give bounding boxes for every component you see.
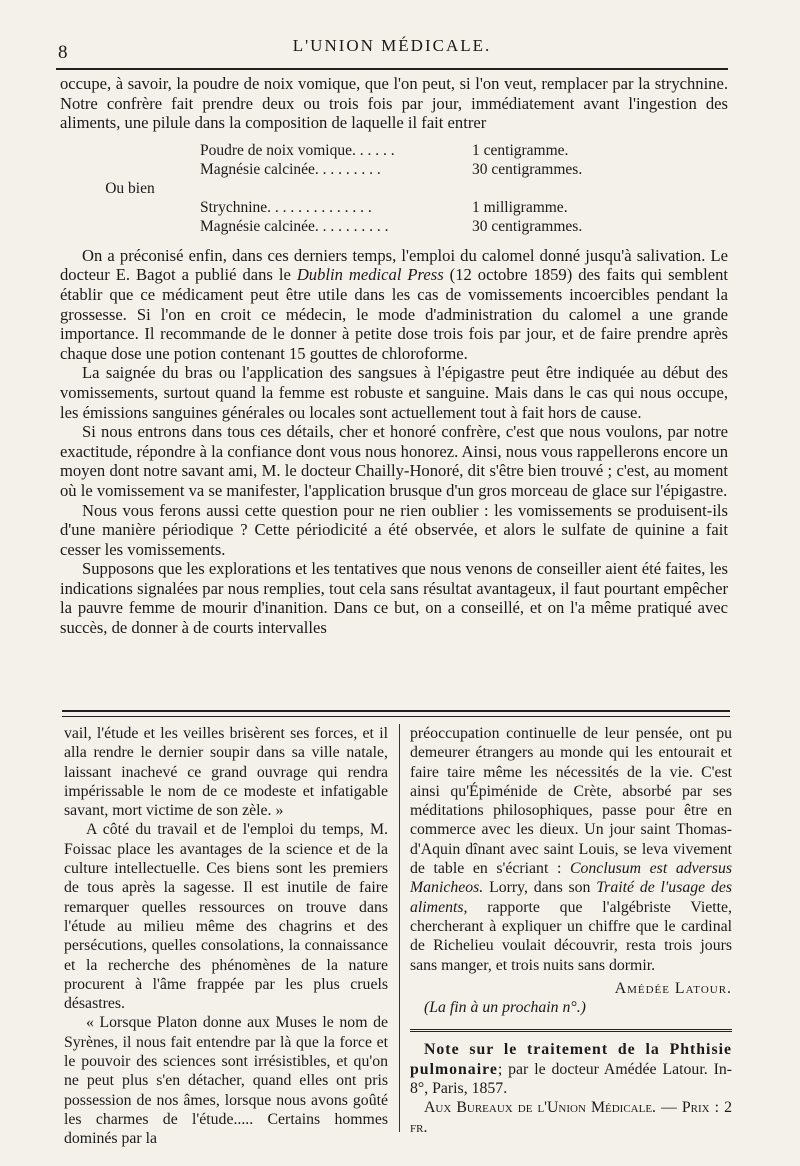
formula-ingredient: Magnésie calcinée. . . . . . . . . . — [200, 217, 389, 235]
paragraph: « Lorsque Platon donne aux Muses le nom de Syrènes, il nous fait entendre par là que la force et le pouvoir des sciences sont irrésistibles, et qu'on ne peut plus s'en détacher, quand elles ont pris possession de nos âmes, lorsque nous avons goûté les charmes de l'étude..... Certains hommes dominés par la — [64, 1014, 388, 1148]
header-rule — [56, 68, 728, 70]
prescription-formula — [60, 141, 728, 236]
paragraph: vail, l'étude et les veilles brisèrent ses forces, et il alla rendre le dernier soupir dans sa ville natale, laissant inachevé ce grand ouvrage qui rendra impérissable le nom de ce modeste et infatigable savant, mort victime de son zèle. » — [64, 725, 388, 820]
feuilleton-left-column — [64, 724, 388, 1149]
section-divider — [62, 710, 730, 717]
formula-preface — [60, 141, 200, 160]
formula-ingredient: Magnésie calcinée. . . . . . . . . — [200, 160, 381, 178]
formula-quantity — [472, 179, 728, 198]
main-article — [60, 74, 728, 638]
formula-ingredient — [200, 179, 472, 198]
journal-name: Dublin medical Press — [296, 265, 444, 285]
formula-preface: Ou bien — [105, 179, 155, 197]
feuilleton-right-column — [410, 724, 732, 1137]
continuation-note: (La fin à un prochain n°.) — [424, 999, 586, 1017]
paragraph: Si nous entrons dans tous ces détails, cher et honoré confrère, c'est que nous voulons, par notre exactitude, répondre à la confiance dont vous nous honorez. Ainsi, nous vous rappellerons encore un moyen dont notre savant ami, M. le docteur Chailly-Honoré, dit s'être bien trouvé ; c'est, au moment où le vomissement va se manifester, l'application brusque d'un gros morceau de glace sur l'épigastre. — [60, 422, 728, 500]
book-notice — [410, 1040, 732, 1136]
formula-row — [60, 141, 728, 160]
formula-row — [60, 179, 728, 198]
formula-row — [60, 160, 728, 179]
formula-row — [60, 217, 728, 236]
notice-text: Note sur le traitement de la Phthisie pulmonaire; par le docteur Amédée Latour. In-8°, Paris, 1857. — [410, 1041, 732, 1098]
paragraph: préoccupation continuelle de leur pensée, ont pu demeurer étrangers au monde qui les entourait et faire taire même les nécessités de la vie. C'est ainsi qu'Épiménide de Crète, absorbé par ses méditations philosophiques, passe pour être en commerce avec les dieux. Un jour saint Thomas-d'Aquin dînant avec saint Louis, se leva vivement de table en s'écriant : Conclusum est adversus Manicheos. Lorry, dans son Traité de l'usage des aliments, rapporte que l'algébriste Viette, chercherant à expliquer un chiffre que le cardinal de Richelieu voulait découvrir, resta trois jours sans manger, et trois nuits sans dormir. — [410, 725, 733, 974]
paragraph: Nous vous ferons aussi cette question pour ne rien oublier : les vomissements se produisent-ils d'une manière périodique ? Cette périodicité a été observée, et alors le sulfate de quinine a fait cesser les vomissements. — [60, 500, 728, 559]
formula-row — [60, 198, 728, 217]
formula-preface — [60, 160, 200, 179]
formula-ingredient: Poudre de noix vomique. . . . . . — [200, 141, 395, 159]
journal-title: L'UNION MÉDICALE. — [292, 36, 492, 55]
formula-quantity: 1 milligramme. — [472, 198, 568, 216]
formula-quantity: 30 centigrammes. — [472, 217, 583, 235]
formula-preface — [60, 198, 200, 217]
paragraph: A côté du travail et de l'emploi du temps, M. Foissac place les avantages de la science et de la culture intellectuelle. Ces biens sont les premiers de tous après la sagesse. Il est inutile de faire remarquer quelles ressources on trouve dans l'étude au milieu même des chagrins et des persécutions, quelles consolations, la connaissance et la recherche des phénomènes de la nature procurent à l'âme frappée par les plus cruels désastres. — [64, 821, 388, 1013]
notice-price: Aux Bureaux de l'Union Médicale. — Prix : 2 fr. — [410, 1099, 732, 1136]
paragraph: La saignée du bras ou l'application des sangsues à l'épigastre peut être indiquée au début des vomissements, surtout quand la femme est robuste et sanguine. Mais dans le cas qui nous occupe, les émissions sanguines générales ou locales sont actuellement tout à fait hors de cause. — [60, 363, 728, 422]
formula-quantity: 30 centigrammes. — [472, 160, 583, 178]
formula-ingredient: Strychnine. . . . . . . . . . . . . . — [200, 198, 372, 216]
page-number: 8 — [58, 42, 68, 63]
formula-preface — [60, 217, 200, 236]
paragraph: occupe, à savoir, la poudre de noix vomique, que l'on peut, si l'on veut, remplacer par la strychnine. Notre confrère fait prendre deux ou trois fois par jour, immédiatement avant l'ingestion des aliments, une pilule dans la composition de laquelle il fait entrer — [60, 74, 728, 133]
column-divider — [399, 724, 400, 1132]
paragraph: Supposons que les explorations et les tentatives que nous venons de conseiller aient été faites, les indications signalées par nous remplies, tout cela sans résultat avantageux, il faut pourtant empêcher la pauvre femme de mourir d'inanition. Dans ce but, on a conseillé, et on l'a même pratiqué avec succès, de donner à de courts intervalles — [60, 559, 728, 638]
formula-quantity: 1 centigramme. — [472, 141, 569, 159]
paragraph: On a préconisé enfin, dans ces derniers temps, l'emploi du calomel donné jusqu'à salivation. Le docteur E. Bagot a publié dans le Dublin medical Press (12 octobre 1859) des faits qui semblent établir que ce médicament peut être utile dans les cas de vomissements incoercibles pendant la grossesse. Si l'on en croit ce médecin, le mode d'administration du calomel a une grande importance. Il recommande de le donner à petite dose trois fois par jour, et de faire prendre après chaque dose une potion contenant 15 gouttes de chloroforme. — [60, 245, 728, 363]
author-signature: Amédée Latour. — [614, 979, 732, 997]
notice-divider — [410, 1029, 732, 1032]
page-header — [56, 30, 728, 63]
